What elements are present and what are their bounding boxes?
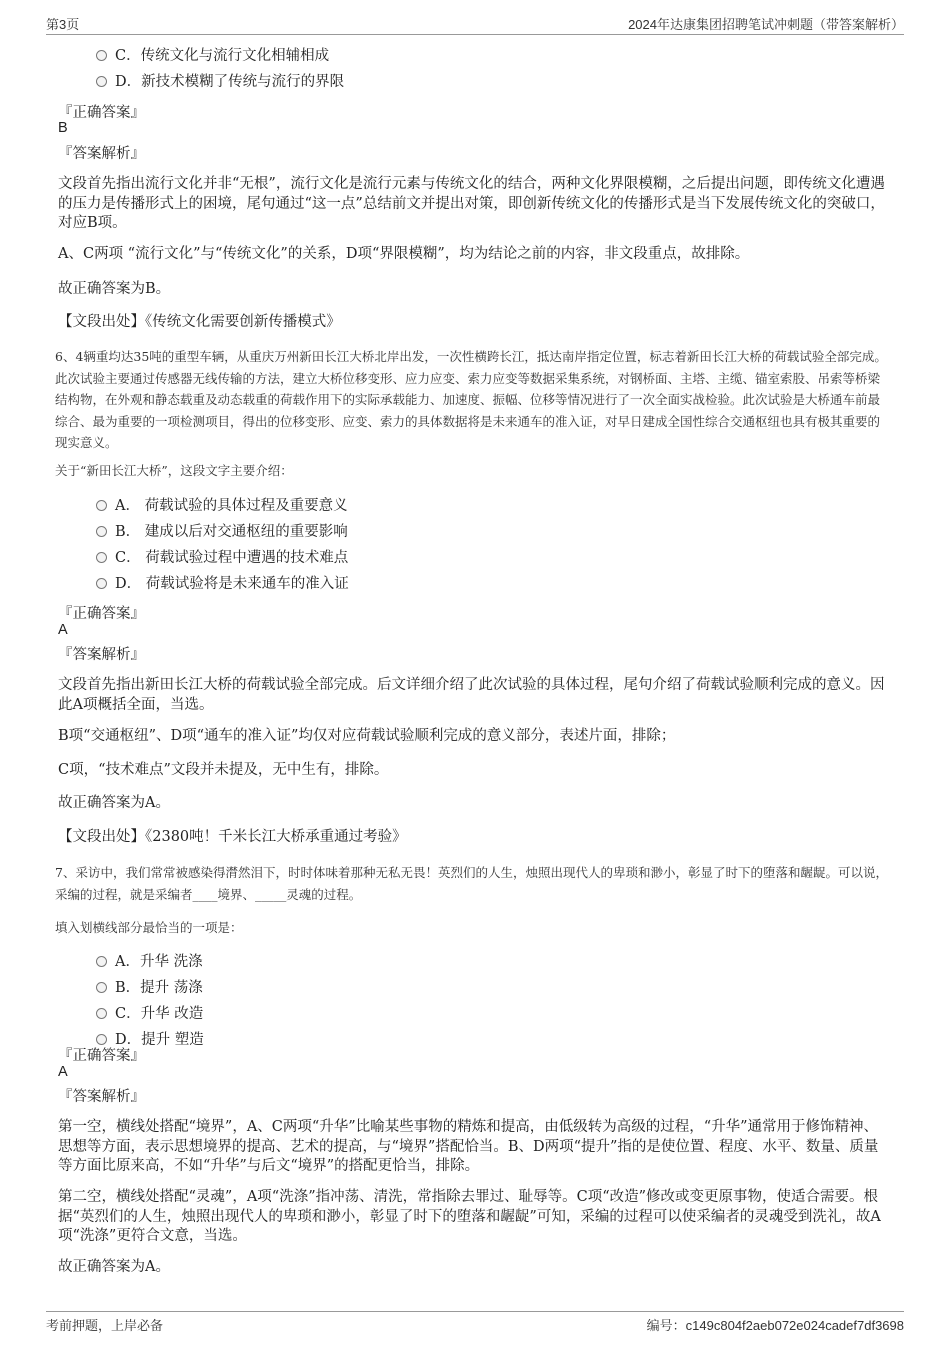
q6-question-text: 6、4辆重均达35吨的重型车辆，从重庆万州新田长江大桥北岸出发，一次性横跨长江，抵达南岸指定位置，标志着新田长江大桥的荷载试验全部完成。此次试验主要通过传感器无线传输的方法，建立大桥位移变形、应力应变、索力应变等数据采集系统，对钢桥面、主塔、主缆、锚室索股、吊索等桥梁结构物，在外观和静态载重及动态载重的荷载作用下的实际承载能力、加速度、振幅、位移等情况进行了一次全面实战检验。此次试验是大桥通车前最综合、最为重要的一项检测项目，得出的位移变形、应变、索力的具体数据将是未来通车的准入证，对早日建成全国性综合交通枢纽也具有极其重要的现实意义。 <box>55 349 887 450</box>
q5-analysis-label: 『答案解析』 <box>58 146 145 162</box>
q7-question-text: 7、采访中，我们常常被感染得潸然泪下，时时体味着那种无私无畏！英烈们的人生，烛照出现代人的卑琐和渺小，彰显了时下的堕落和龌龊。可以说，采编的过程，就是采编者____境界、_____灵魂的过程。 <box>55 865 888 902</box>
radio-icon[interactable] <box>96 552 107 563</box>
q7-answer: A <box>58 1064 68 1080</box>
document-title: 2024年达康集团招聘笔试冲刺题（带答案解析） <box>628 17 904 32</box>
q6-prompt: 关于“新田长江大桥”，这段文字主要介绍： <box>55 463 293 478</box>
q6-answer: A <box>58 622 68 638</box>
q7-analysis-para-1: 第一空，横线处搭配“境界”，A、C两项“升华”比喻某些事物的精炼和提高，由低级转为高级的过程，“升华”通常用于修饰精神、思想等方面，表示思想境界的提高、艺术的提高，与“境界”搭配恰当。B、D两项“提升”指的是使位置、程度、水平、数量、质量等方面比原来高，不如“升华”与后文“境界”的搭配更恰当，排除。 <box>58 1119 879 1174</box>
document-code: 编号：c149c804f2aeb072e024cadef7df3698 <box>646 1318 904 1333</box>
q5-option-d[interactable]: D．新技术模糊了传统与流行的界限 <box>96 71 344 93</box>
q5-answer-label: 『正确答案』 <box>58 105 145 121</box>
footer-slogan: 考前押题，上岸必备 <box>46 1318 164 1333</box>
radio-icon[interactable] <box>96 1008 107 1019</box>
q5-answer: B <box>58 120 68 136</box>
q6-option-c[interactable]: C． 荷载试验过程中遭遇的技术难点 <box>96 547 348 569</box>
q6-option-d[interactable]: D． 荷载试验将是未来通车的准入证 <box>96 573 349 595</box>
q7-option-d[interactable]: D．提升 塑造 <box>96 1029 204 1051</box>
q7-prompt: 填入划横线部分最恰当的一项是： <box>55 920 243 935</box>
q6-analysis-label: 『答案解析』 <box>58 647 145 663</box>
radio-icon[interactable] <box>96 982 107 993</box>
q6-analysis-para-1: 文段首先指出新田长江大桥的荷载试验全部完成。后文详细介绍了此次试验的具体过程，尾句介绍了荷载试验顺利完成的意义。因此A项概括全面，当选。 <box>58 677 885 713</box>
q6-analysis-para-3: C项，“技术难点”文段并未提及，无中生有，排除。 <box>58 762 389 778</box>
q7-analysis-label: 『答案解析』 <box>58 1089 145 1105</box>
q7-option-a[interactable]: A．升华 洗涤 <box>96 951 203 973</box>
q5-analysis-para-3: 故正确答案为B。 <box>58 281 171 297</box>
q7-option-c[interactable]: C．升华 改造 <box>96 1003 203 1025</box>
q6-option-b[interactable]: B． 建成以后对交通枢纽的重要影响 <box>96 521 348 543</box>
page-header <box>46 14 904 35</box>
page-number: 第3页 <box>46 17 80 32</box>
q7-analysis-para-3: 故正确答案为A。 <box>58 1259 170 1275</box>
q6-answer-label: 『正确答案』 <box>58 606 145 622</box>
radio-icon[interactable] <box>96 500 107 511</box>
q6-analysis-para-2: B项“交通枢纽”、D项“通车的准入证”均仅对应荷载试验顺利完成的意义部分，表述片面，排除； <box>58 728 676 744</box>
q7-answer-label: 『正确答案』 <box>58 1048 145 1064</box>
q6-option-a[interactable]: A． 荷载试验的具体过程及重要意义 <box>96 495 348 517</box>
q6-analysis-para-4: 故正确答案为A。 <box>58 795 170 811</box>
q5-analysis-para-2: A、C两项 “流行文化”与“传统文化”的关系，D项“界限模糊”，均为结论之前的内容，非文段重点，故排除。 <box>58 246 750 262</box>
q7-analysis-para-2: 第二空，横线处搭配“灵魂”，A项“洗涤”指冲荡、清洗，常指除去罪过、耻辱等。C项“改造”修改或变更原事物，使适合需要。根据“英烈们的人生，烛照出现代人的卑琐和渺小，彰显了时下的堕落和龌龊”可知，采编的过程可以使采编者的灵魂受到洗礼，故A项“洗涤”更符合文意，当选。 <box>58 1189 881 1244</box>
radio-icon[interactable] <box>96 526 107 537</box>
radio-icon[interactable] <box>96 50 107 61</box>
q5-analysis-para-1: 文段首先指出流行文化并非“无根”，流行文化是流行元素与传统文化的结合，两种文化界限模糊，之后提出问题，即传统文化遭遇的压力是传播形式上的困境，尾句通过“这一点”总结前文并提出对策，即创新传统文化的传播形式是当下发展传统文化的突破口，对应B项。 <box>58 176 885 231</box>
radio-icon[interactable] <box>96 76 107 87</box>
page-footer <box>46 1311 904 1334</box>
q7-option-b[interactable]: B．提升 荡涤 <box>96 977 203 999</box>
radio-icon[interactable] <box>96 578 107 589</box>
q5-option-c[interactable]: C．传统文化与流行文化相辅相成 <box>96 45 329 67</box>
q5-source: 【文段出处】《传统文化需要创新传播模式》 <box>58 314 341 330</box>
radio-icon[interactable] <box>96 956 107 967</box>
q6-source: 【文段出处】《2380吨！千米长江大桥承重通过考验》 <box>58 829 407 845</box>
